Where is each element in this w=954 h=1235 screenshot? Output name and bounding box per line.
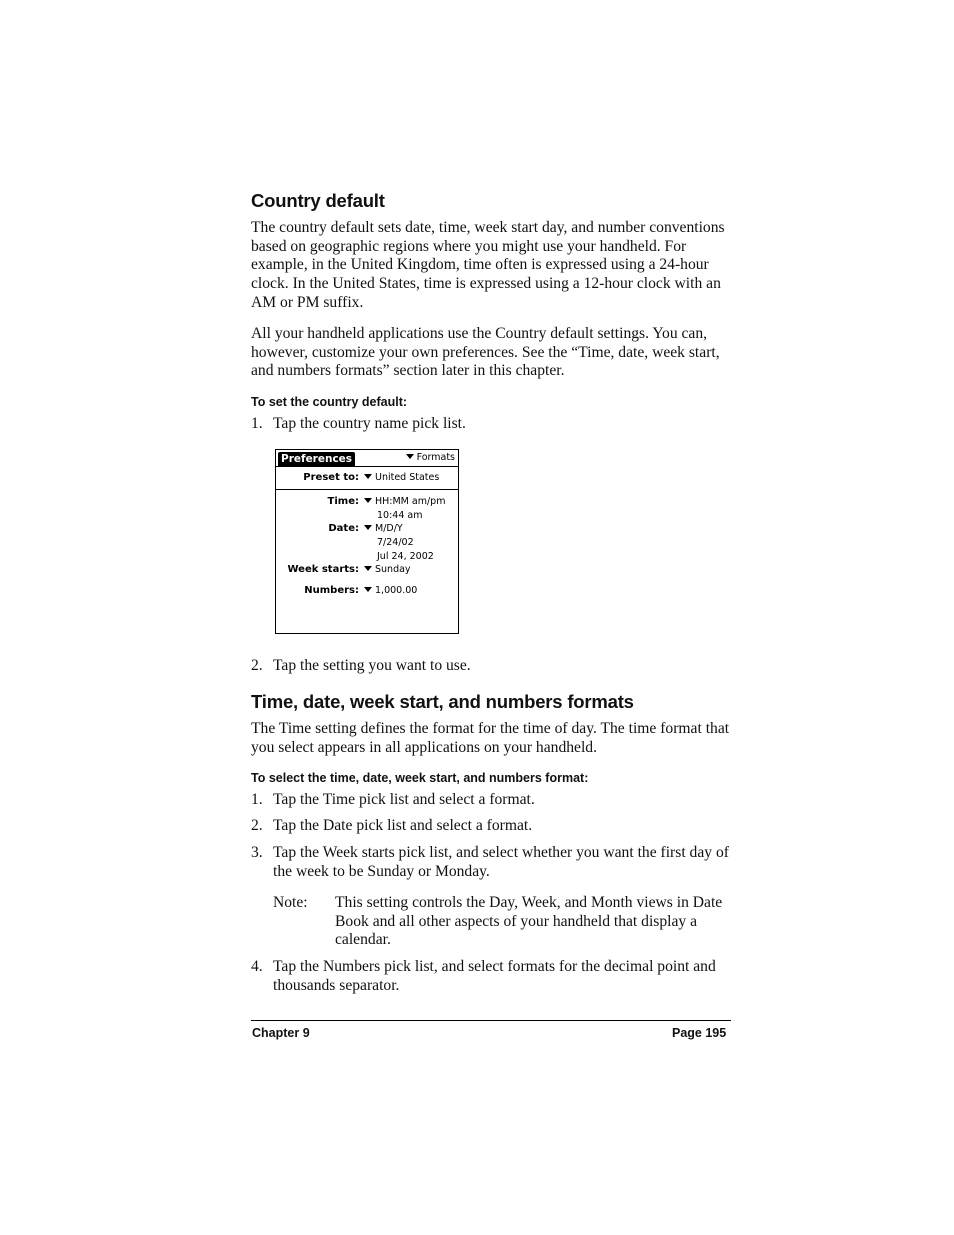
formats-label: Formats bbox=[416, 452, 455, 463]
date-example-short: 7/24/02 bbox=[377, 537, 414, 548]
week-starts-label: Week starts: bbox=[287, 564, 359, 575]
date-label: Date: bbox=[328, 523, 359, 534]
step-text: Tap the country name pick list. bbox=[273, 415, 466, 432]
step-text: Tap the Date pick list and select a format. bbox=[273, 817, 533, 834]
step-number: 1. bbox=[251, 415, 263, 432]
step-number: 3. bbox=[251, 844, 263, 861]
time-example: 10:44 am bbox=[377, 510, 423, 521]
preset-value: United States bbox=[375, 472, 440, 483]
step-text: Tap the Week starts pick list, and select whether you want the first day of the week to be Sunday or Monday. bbox=[273, 844, 729, 880]
date-example-long: Jul 24, 2002 bbox=[377, 551, 434, 562]
paragraph-time-setting: The Time setting defines the format for the time of day. The time format that you select appears in all applications on your handheld. bbox=[251, 720, 730, 756]
step-number: 1. bbox=[251, 791, 263, 808]
section-heading-formats: Time, date, week start, and numbers formats bbox=[251, 691, 634, 712]
week-starts-pick-list[interactable] bbox=[364, 564, 411, 575]
time-value: HH:MM am/pm bbox=[375, 496, 446, 507]
screen-title-bar bbox=[276, 450, 458, 467]
section-heading-country-default: Country default bbox=[251, 190, 385, 211]
paragraph-country-default-apps: All your handheld applications use the Country default settings. You can, however, customize your own preferences. See the “Time, date, week start, and numbers formats” section later in this chapter. bbox=[251, 325, 720, 380]
numbers-value: 1,000.00 bbox=[375, 585, 418, 596]
date-value: M/D/Y bbox=[375, 523, 403, 534]
triangle-down-icon bbox=[364, 587, 372, 592]
time-pick-list[interactable] bbox=[364, 496, 445, 507]
preferences-screen bbox=[275, 449, 459, 634]
step-number: 4. bbox=[251, 958, 263, 975]
step-number: 2. bbox=[251, 657, 263, 674]
step-text: Tap the Time pick list and select a format. bbox=[273, 791, 535, 808]
preset-label: Preset to: bbox=[303, 472, 359, 483]
step-text: Tap the Numbers pick list, and select formats for the decimal point and thousands separator. bbox=[273, 958, 716, 994]
triangle-down-icon bbox=[364, 525, 372, 530]
triangle-down-icon bbox=[406, 454, 414, 459]
note-label: Note: bbox=[273, 894, 308, 911]
numbers-pick-list[interactable] bbox=[364, 585, 417, 596]
footer-divider bbox=[251, 1020, 731, 1021]
footer-chapter: Chapter 9 bbox=[252, 1026, 310, 1040]
paragraph-country-default-intro: The country default sets date, time, week start day, and number conventions based on geographic regions where you might use your handheld. For example, in the United Kingdom, time often is expressed using a 24-hour clock. In the United States, time is expressed using a 12-hour clock with an AM or PM suffix. bbox=[251, 219, 725, 311]
note-text: This setting controls the Day, Week, and Month views in Date Book and all other aspects of your handheld that display a calendar. bbox=[335, 894, 723, 949]
triangle-down-icon bbox=[364, 566, 372, 571]
triangle-down-icon bbox=[364, 498, 372, 503]
step-text: Tap the setting you want to use. bbox=[273, 657, 471, 674]
procedure-heading-set-country: To set the country default: bbox=[251, 395, 408, 409]
time-label: Time: bbox=[327, 496, 359, 507]
date-pick-list[interactable] bbox=[364, 523, 403, 534]
step-number: 2. bbox=[251, 817, 263, 834]
footer-page-number: Page 195 bbox=[672, 1026, 727, 1040]
screen-divider bbox=[276, 489, 458, 490]
screen-title: Preferences bbox=[278, 452, 355, 466]
formats-pick-list[interactable] bbox=[406, 452, 455, 464]
numbers-label: Numbers: bbox=[304, 585, 359, 596]
week-starts-value: Sunday bbox=[375, 564, 411, 575]
procedure-heading-select-formats: To select the time, date, week start, and numbers format: bbox=[251, 771, 589, 785]
preset-pick-list[interactable] bbox=[364, 472, 439, 483]
triangle-down-icon bbox=[364, 474, 372, 479]
